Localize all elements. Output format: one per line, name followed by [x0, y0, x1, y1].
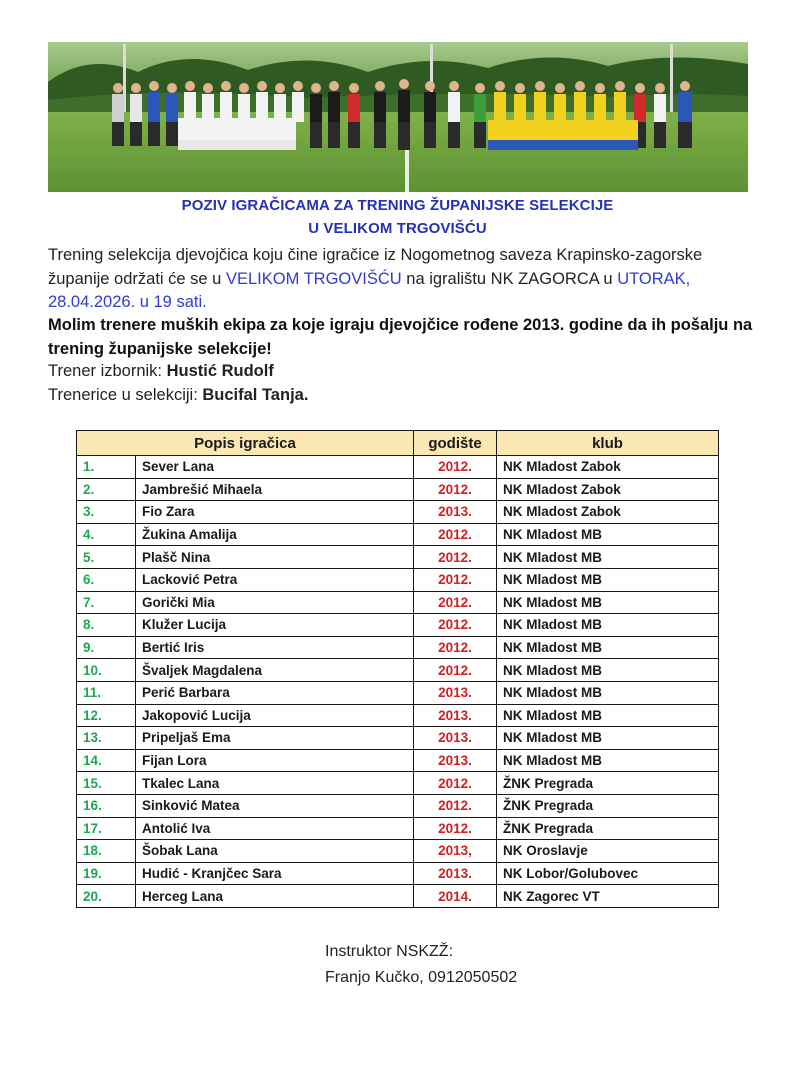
club-name: NK Mladost MB	[497, 636, 719, 659]
team-photo	[48, 42, 748, 192]
players-table	[76, 430, 719, 908]
birth-year: 2012.	[414, 817, 497, 840]
row-number: 7.	[77, 591, 136, 614]
table-row	[77, 456, 719, 479]
player-name: Bertić Iris	[136, 636, 414, 659]
birth-year: 2013,	[414, 840, 497, 863]
row-number: 4.	[77, 523, 136, 546]
player-name: Hudić - Kranjčec Sara	[136, 862, 414, 885]
table-row	[77, 704, 719, 727]
club-name: NK Mladost MB	[497, 727, 719, 750]
birth-year: 2012.	[414, 523, 497, 546]
birth-year: 2013.	[414, 727, 497, 750]
table-row	[77, 681, 719, 704]
player-name: Fijan Lora	[136, 749, 414, 772]
row-number: 11.	[77, 681, 136, 704]
player-name: Sinković Matea	[136, 794, 414, 817]
table-row	[77, 546, 719, 569]
row-number: 13.	[77, 727, 136, 750]
club-name: ŽNK Pregrada	[497, 772, 719, 795]
request-paragraph: Molim trenere muških ekipa za koje igraju djevojčice rođene 2013. godine da ih pošalju na trening županijske selekcije!	[48, 316, 753, 358]
player-name: Švaljek Magdalena	[136, 659, 414, 682]
club-name: NK Mladost Zabok	[497, 478, 719, 501]
club-name: NK Mladost MB	[497, 659, 719, 682]
player-name: Jambrešić Mihaela	[136, 478, 414, 501]
coach-label: Trener izbornik:	[48, 362, 167, 380]
table-row	[77, 817, 719, 840]
player-name: Herceg Lana	[136, 885, 414, 908]
row-number: 5.	[77, 546, 136, 569]
player-name: Žukina Amalija	[136, 523, 414, 546]
table-row	[77, 794, 719, 817]
club-name: NK Mladost MB	[497, 681, 719, 704]
row-number: 3.	[77, 501, 136, 524]
row-number: 1.	[77, 456, 136, 479]
row-number: 6.	[77, 568, 136, 591]
birth-year: 2013.	[414, 749, 497, 772]
player-name: Jakopović Lucija	[136, 704, 414, 727]
table-row	[77, 478, 719, 501]
players-table-body	[77, 456, 719, 908]
row-number: 9.	[77, 636, 136, 659]
coach-name: Hustić Rudolf	[166, 362, 274, 380]
player-name: Antolić Iva	[136, 817, 414, 840]
birth-year: 2012.	[414, 772, 497, 795]
table-row	[77, 862, 719, 885]
table-header-row	[77, 431, 719, 456]
row-number: 14.	[77, 749, 136, 772]
birth-year: 2012.	[414, 546, 497, 569]
table-row	[77, 568, 719, 591]
row-number: 10.	[77, 659, 136, 682]
table-row	[77, 727, 719, 750]
team-photo-illustration	[48, 42, 748, 192]
club-name: NK Mladost MB	[497, 546, 719, 569]
page-title: POZIV IGRAČICAMA ZA TRENING ŽUPANIJSKE SELEKCIJE	[181, 197, 614, 214]
club-name: NK Mladost Zabok	[497, 501, 719, 524]
club-name: NK Mladost Zabok	[497, 456, 719, 479]
birth-year: 2013.	[414, 862, 497, 885]
player-name: Fio Zara	[136, 501, 414, 524]
page-subtitle: U VELIKOM TRGOVIŠĆU	[308, 220, 487, 237]
assistant-line	[48, 384, 768, 408]
birth-year: 2012.	[414, 568, 497, 591]
table-row	[77, 659, 719, 682]
row-number: 8.	[77, 614, 136, 637]
intro-place: VELIKOM TRGOVIŠĆU	[225, 269, 402, 288]
birth-year: 2012.	[414, 636, 497, 659]
birth-year: 2013.	[414, 704, 497, 727]
birth-year: 2012.	[414, 456, 497, 479]
player-name: Gorički Mia	[136, 591, 414, 614]
row-number: 19.	[77, 862, 136, 885]
club-name: NK Lobor/Golubovec	[497, 862, 719, 885]
intro-paragraph	[48, 244, 768, 315]
player-name: Klužer Lucija	[136, 614, 414, 637]
club-name: NK Mladost MB	[497, 749, 719, 772]
row-number: 18.	[77, 840, 136, 863]
club-name: NK Mladost MB	[497, 614, 719, 637]
player-name: Sever Lana	[136, 456, 414, 479]
club-name: NK Zagorec VT	[497, 885, 719, 908]
table-row	[77, 614, 719, 637]
birth-year: 2014.	[414, 885, 497, 908]
birth-year: 2013.	[414, 501, 497, 524]
assistant-name: Bucifal Tanja.	[202, 386, 309, 404]
intro-text-a: Trening selekcija djevojčica koju čine igračice iz Nogometnog saveza Krapinsko-zagorske županije održati će se u	[48, 246, 703, 288]
birth-year: 2012.	[414, 478, 497, 501]
club-name: NK Mladost MB	[497, 568, 719, 591]
row-number: 12.	[77, 704, 136, 727]
table-row	[77, 636, 719, 659]
club-name: NK Oroslavje	[497, 840, 719, 863]
table-row	[77, 885, 719, 908]
birth-year: 2012.	[414, 794, 497, 817]
intro-date: UTORAK, 28.04.2026. u 19 sati.	[48, 269, 691, 311]
club-name: NK Mladost MB	[497, 523, 719, 546]
header-year: godište	[414, 431, 497, 456]
row-number: 17.	[77, 817, 136, 840]
birth-year: 2012.	[414, 591, 497, 614]
table-row	[77, 523, 719, 546]
player-name: Perić Barbara	[136, 681, 414, 704]
row-number: 16.	[77, 794, 136, 817]
footer-contact: Franjo Kučko, 0912050502	[325, 969, 518, 986]
player-name: Lacković Petra	[136, 568, 414, 591]
coach-line	[48, 360, 768, 384]
header-players: Popis igračica	[77, 431, 414, 456]
player-name: Plašč Nina	[136, 546, 414, 569]
table-row	[77, 749, 719, 772]
table-row	[77, 501, 719, 524]
birth-year: 2012.	[414, 659, 497, 682]
assistant-label: Trenerice u selekciji:	[48, 386, 203, 404]
player-name: Šobak Lana	[136, 840, 414, 863]
header-club: klub	[497, 431, 719, 456]
footer-role: Instruktor NSKZŽ:	[325, 943, 454, 960]
player-name: Tkalec Lana	[136, 772, 414, 795]
club-name: ŽNK Pregrada	[497, 817, 719, 840]
table-row	[77, 591, 719, 614]
row-number: 20.	[77, 885, 136, 908]
club-name: NK Mladost MB	[497, 591, 719, 614]
player-name: Pripeljaš Ema	[136, 727, 414, 750]
club-name: ŽNK Pregrada	[497, 794, 719, 817]
birth-year: 2012.	[414, 614, 497, 637]
table-row	[77, 840, 719, 863]
row-number: 15.	[77, 772, 136, 795]
birth-year: 2013.	[414, 681, 497, 704]
club-name: NK Mladost MB	[497, 704, 719, 727]
row-number: 2.	[77, 478, 136, 501]
intro-text-b: na igralištu NK ZAGORCA u	[401, 269, 618, 288]
table-row	[77, 772, 719, 795]
